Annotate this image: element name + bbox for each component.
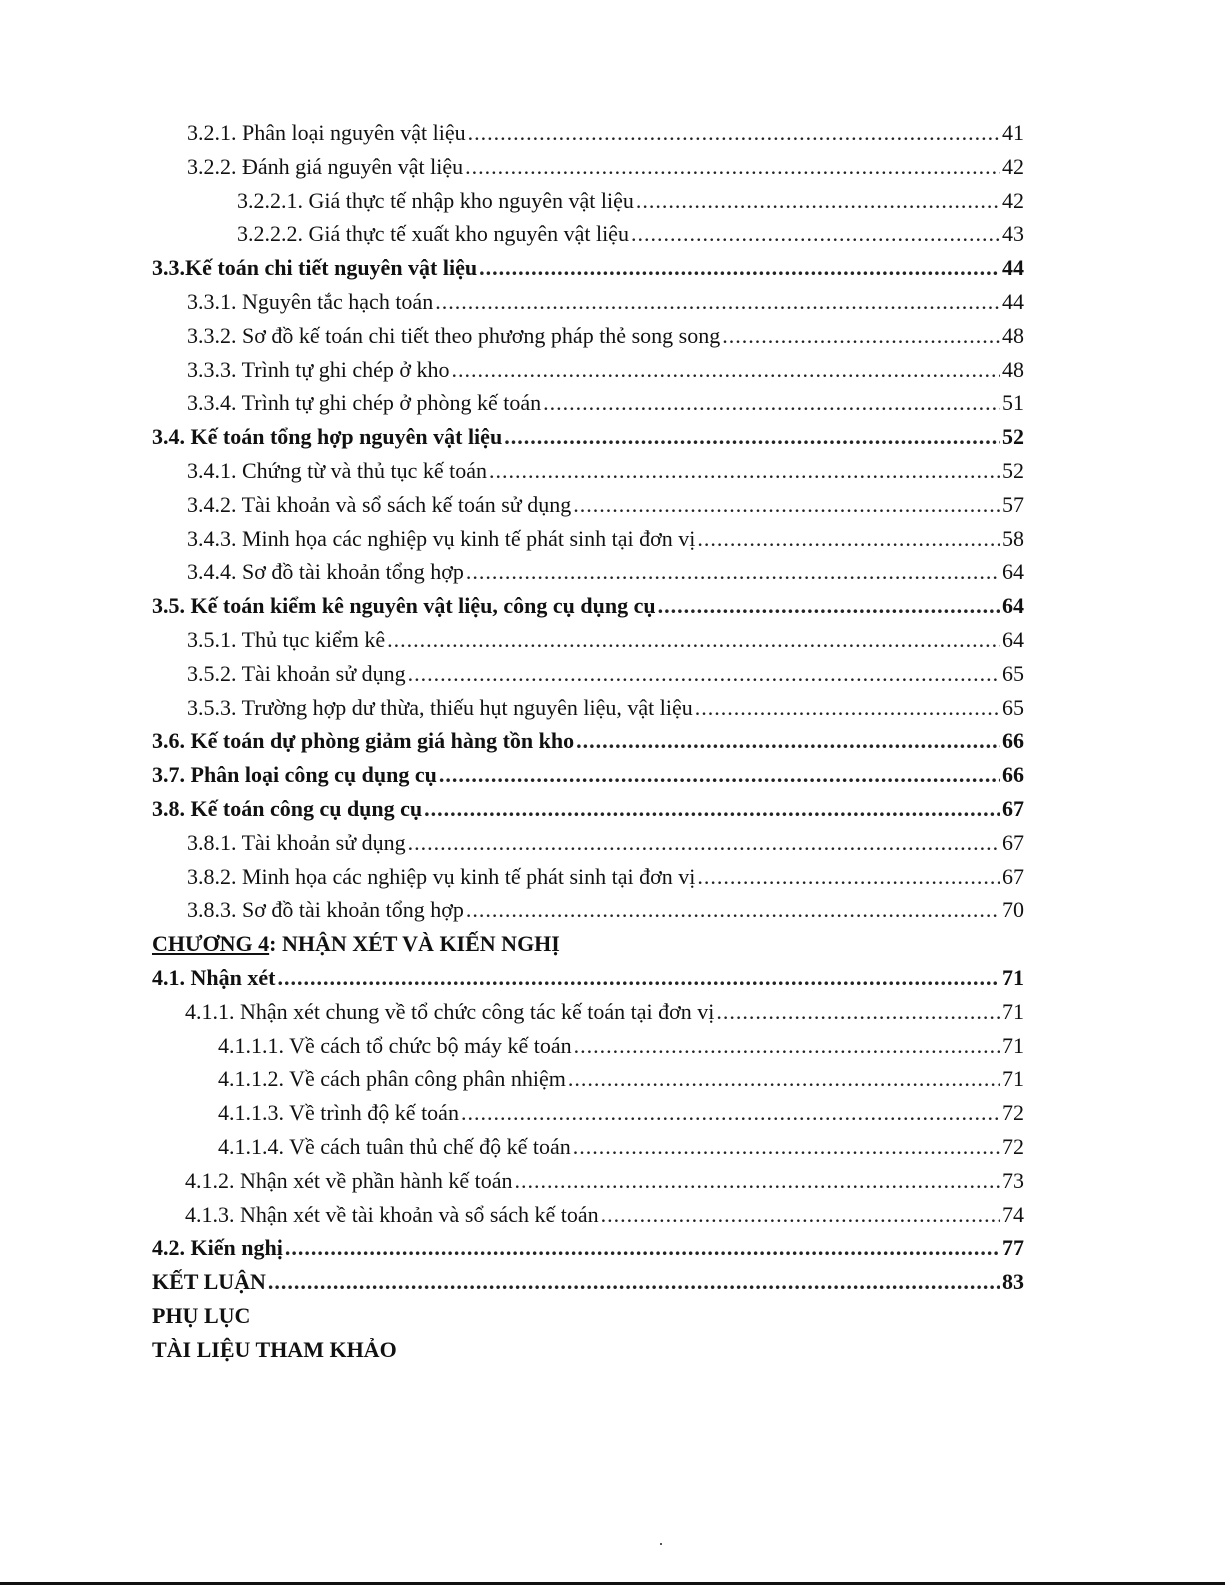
toc-entry-title: KẾT LUẬN bbox=[152, 1269, 266, 1295]
toc-dot-leader bbox=[439, 758, 1000, 792]
toc-entry-page: 52 bbox=[1002, 424, 1024, 450]
toc-entry bbox=[152, 1164, 1024, 1198]
toc-entry-title: 3.4.1. Chứng từ và thủ tục kế toán bbox=[187, 457, 488, 483]
toc-entry-title: 3.8.3. Sơ đồ tài khoản tổng hợp bbox=[187, 897, 464, 923]
toc-entry bbox=[152, 860, 1024, 894]
toc-entry-page: 74 bbox=[1002, 1201, 1024, 1227]
toc-entry-title: 4.1.1.2. Về cách phân công phân nhiệm bbox=[218, 1066, 566, 1092]
toc-entry-page: 65 bbox=[1002, 694, 1024, 720]
toc-entry bbox=[152, 961, 1024, 995]
toc-dot-leader bbox=[465, 150, 1000, 184]
toc-entry-page: 42 bbox=[1002, 187, 1024, 213]
toc-entry bbox=[152, 522, 1024, 556]
toc-entry-title: 3.8. Kế toán công cụ dụng cụ bbox=[152, 795, 423, 821]
toc-entry-page: 48 bbox=[1002, 322, 1024, 348]
toc-dot-leader bbox=[479, 251, 1000, 285]
toc-entry bbox=[152, 1096, 1024, 1130]
toc-dot-leader bbox=[504, 420, 1000, 454]
toc-entry-title: 4.1.1.3. Về trình độ kế toán bbox=[218, 1100, 459, 1126]
toc-entry-page: 64 bbox=[1002, 559, 1024, 585]
toc-entry bbox=[152, 555, 1024, 589]
toc-entry-title: 3.3.3. Trình tự ghi chép ở kho bbox=[187, 356, 450, 382]
toc-dot-leader bbox=[466, 893, 1000, 927]
toc-entry-page: 67 bbox=[1002, 795, 1024, 821]
toc-dot-leader bbox=[435, 285, 1000, 319]
toc-entry bbox=[152, 386, 1024, 420]
toc-entry bbox=[152, 150, 1024, 184]
toc-dot-leader bbox=[277, 961, 1000, 995]
chapter-label: CHƯƠNG 4 bbox=[152, 931, 270, 957]
toc-dot-leader bbox=[387, 623, 1000, 657]
toc-dot-leader bbox=[574, 1029, 1000, 1063]
toc-entry-page: 77 bbox=[1002, 1235, 1024, 1261]
toc-dot-leader bbox=[461, 1096, 1000, 1130]
toc-dot-leader bbox=[514, 1164, 1000, 1198]
toc-dot-leader bbox=[697, 860, 1000, 894]
chapter-heading bbox=[152, 927, 1024, 961]
toc-entry-title: 4.1.1.1. Về cách tổ chức bộ máy kế toán bbox=[218, 1032, 572, 1058]
toc-entry bbox=[152, 826, 1024, 860]
toc-dot-leader bbox=[695, 691, 1000, 725]
toc-entry-title: 3.2.2.1. Giá thực tế nhập kho nguyên vật liệu bbox=[237, 187, 634, 213]
toc-entry-title: 3.3.Kế toán chi tiết nguyên vật liệu bbox=[152, 255, 478, 281]
toc-entry bbox=[152, 758, 1024, 792]
toc-entry bbox=[152, 589, 1024, 623]
toc-dot-leader bbox=[424, 792, 1000, 826]
toc-entry bbox=[152, 1029, 1024, 1063]
toc-entry bbox=[152, 1265, 1024, 1299]
toc-entry bbox=[152, 691, 1024, 725]
toc-entry-page: 57 bbox=[1002, 491, 1024, 517]
toc-entry-page: 66 bbox=[1002, 762, 1024, 788]
toc-entry bbox=[152, 623, 1024, 657]
toc-dot-leader bbox=[573, 488, 1000, 522]
toc-entry-title: 3.3.2. Sơ đồ kế toán chi tiết theo phương pháp thẻ song song bbox=[187, 322, 721, 348]
toc-entry-page: 71 bbox=[1002, 964, 1024, 990]
toc-section-chapter3 bbox=[152, 116, 1024, 927]
toc-entry-page: 83 bbox=[1002, 1269, 1024, 1295]
toc-dot-leader bbox=[601, 1198, 1000, 1232]
toc-entry-title: 4.1. Nhận xét bbox=[152, 964, 276, 990]
toc-entry bbox=[152, 454, 1024, 488]
references-title: TÀI LIỆU THAM KHẢO bbox=[152, 1336, 397, 1362]
toc-dot-leader bbox=[631, 217, 1000, 251]
toc-entry bbox=[152, 893, 1024, 927]
toc-entry-title: 3.7. Phân loại công cụ dụng cụ bbox=[152, 762, 437, 788]
toc-entry-page: 44 bbox=[1002, 288, 1024, 314]
toc-dot-leader bbox=[573, 1130, 1000, 1164]
toc-entry bbox=[152, 995, 1024, 1029]
toc-entry-title: 3.5.1. Thủ tục kiểm kê bbox=[187, 626, 386, 652]
toc-entry bbox=[152, 792, 1024, 826]
toc-entry-page: 44 bbox=[1002, 255, 1024, 281]
toc-entry-title: 3.8.1. Tài khoản sử dụng bbox=[187, 829, 406, 855]
toc-entry-page: 64 bbox=[1002, 593, 1024, 619]
toc-entry-page: 67 bbox=[1002, 863, 1024, 889]
references-heading bbox=[152, 1333, 1024, 1367]
toc-entry-title: 3.4.4. Sơ đồ tài khoản tổng hợp bbox=[187, 559, 464, 585]
toc-entry bbox=[152, 657, 1024, 691]
toc-dot-leader bbox=[408, 826, 1000, 860]
toc-entry bbox=[152, 420, 1024, 454]
toc-section-chapter4 bbox=[152, 961, 1024, 1299]
toc-entry-page: 43 bbox=[1002, 221, 1024, 247]
toc-entry bbox=[152, 1198, 1024, 1232]
toc-entry-page: 64 bbox=[1002, 626, 1024, 652]
toc-dot-leader bbox=[658, 589, 1000, 623]
toc-entry-title: 3.2.1. Phân loại nguyên vật liệu bbox=[187, 120, 466, 145]
toc-dot-leader bbox=[285, 1231, 1000, 1265]
toc-entry bbox=[152, 285, 1024, 319]
toc-entry-page: 72 bbox=[1002, 1133, 1024, 1159]
toc-entry bbox=[152, 116, 1024, 150]
toc-entry bbox=[152, 724, 1024, 758]
toc-entry bbox=[152, 251, 1024, 285]
toc-entry-page: 71 bbox=[1002, 1032, 1024, 1058]
appendix-title: PHỤ LỤC bbox=[152, 1302, 251, 1328]
toc-entry-title: 4.1.1.4. Về cách tuân thủ chế độ kế toán bbox=[218, 1133, 571, 1159]
toc-entry-page: 65 bbox=[1002, 660, 1024, 686]
toc-dot-leader bbox=[489, 454, 1000, 488]
toc-dot-leader bbox=[636, 184, 1000, 218]
toc-dot-leader bbox=[716, 995, 1000, 1029]
toc-entry-page: 71 bbox=[1002, 1066, 1024, 1092]
toc-dot-leader bbox=[468, 116, 1000, 150]
toc-entry-title: 4.1.3. Nhận xét về tài khoản và sổ sách kế toán bbox=[185, 1201, 599, 1227]
toc-entry-title: 3.5.2. Tài khoản sử dụng bbox=[187, 660, 406, 686]
toc-entry-title: 3.2.2. Đánh giá nguyên vật liệu bbox=[187, 153, 464, 179]
toc-dot-leader bbox=[268, 1265, 1000, 1299]
toc-entry-page: 73 bbox=[1002, 1167, 1024, 1193]
toc-entry-title: 3.8.2. Minh họa các nghiệp vụ kinh tế phát sinh tại đơn vị bbox=[187, 863, 696, 889]
toc-dot-leader bbox=[576, 724, 1000, 758]
toc-entry bbox=[152, 1062, 1024, 1096]
toc-dot-leader bbox=[466, 555, 1000, 589]
toc-dot-leader bbox=[568, 1062, 1000, 1096]
toc-entry-title: 3.2.2.2. Giá thực tế xuất kho nguyên vật liệu bbox=[237, 221, 629, 247]
toc-entry-page: 70 bbox=[1002, 897, 1024, 923]
toc-entry-title: 4.2. Kiến nghị bbox=[152, 1235, 283, 1261]
toc-entry-page: 72 bbox=[1002, 1100, 1024, 1126]
toc-entry-title: 4.1.1. Nhận xét chung về tổ chức công tác kế toán tại đơn vị bbox=[185, 998, 715, 1024]
toc-dot-leader bbox=[543, 386, 1000, 420]
table-of-contents bbox=[152, 116, 1024, 1366]
toc-entry-title: 3.5.3. Trường hợp dư thừa, thiếu hụt nguyên liệu, vật liệu bbox=[187, 694, 693, 720]
toc-entry-page: 48 bbox=[1002, 356, 1024, 382]
toc-entry-page: 67 bbox=[1002, 829, 1024, 855]
toc-entry bbox=[152, 353, 1024, 387]
toc-entry-title: 4.1.2. Nhận xét về phần hành kế toán bbox=[185, 1167, 513, 1193]
toc-entry-title: 3.5. Kế toán kiểm kê nguyên vật liệu, công cụ dụng cụ bbox=[152, 593, 656, 619]
toc-entry-page: 41 bbox=[1002, 120, 1024, 145]
toc-entry-page: 66 bbox=[1002, 728, 1024, 754]
toc-entry-title: 3.4.3. Minh họa các nghiệp vụ kinh tế phát sinh tại đơn vị bbox=[187, 525, 696, 551]
toc-dot-leader bbox=[452, 353, 1000, 387]
toc-entry-title: 3.3.1. Nguyên tắc hạch toán bbox=[187, 288, 434, 314]
page-mark bbox=[660, 1543, 662, 1545]
toc-entry-title: 3.6. Kế toán dự phòng giảm giá hàng tồn kho bbox=[152, 728, 575, 754]
toc-entry bbox=[152, 488, 1024, 522]
toc-entry bbox=[152, 1130, 1024, 1164]
toc-entry-title: 3.4. Kế toán tổng hợp nguyên vật liệu bbox=[152, 424, 503, 450]
toc-entry-page: 58 bbox=[1002, 525, 1024, 551]
toc-entry-title: 3.3.4. Trình tự ghi chép ở phòng kế toán bbox=[187, 390, 542, 416]
toc-dot-leader bbox=[722, 319, 1000, 353]
toc-entry-page: 42 bbox=[1002, 153, 1024, 179]
toc-dot-leader bbox=[697, 522, 1000, 556]
chapter-title: : NHẬN XÉT VÀ KIẾN NGHỊ bbox=[269, 931, 560, 957]
toc-dot-leader bbox=[408, 657, 1000, 691]
toc-entry-page: 51 bbox=[1002, 390, 1024, 416]
toc-entry bbox=[152, 184, 1024, 218]
toc-entry-title: 3.4.2. Tài khoản và sổ sách kế toán sử dụng bbox=[187, 491, 572, 517]
toc-entry-page: 52 bbox=[1002, 457, 1024, 483]
toc-entry bbox=[152, 319, 1024, 353]
toc-entry bbox=[152, 1231, 1024, 1265]
toc-entry bbox=[152, 217, 1024, 251]
toc-entry-page: 71 bbox=[1002, 998, 1024, 1024]
appendix-heading bbox=[152, 1299, 1024, 1333]
